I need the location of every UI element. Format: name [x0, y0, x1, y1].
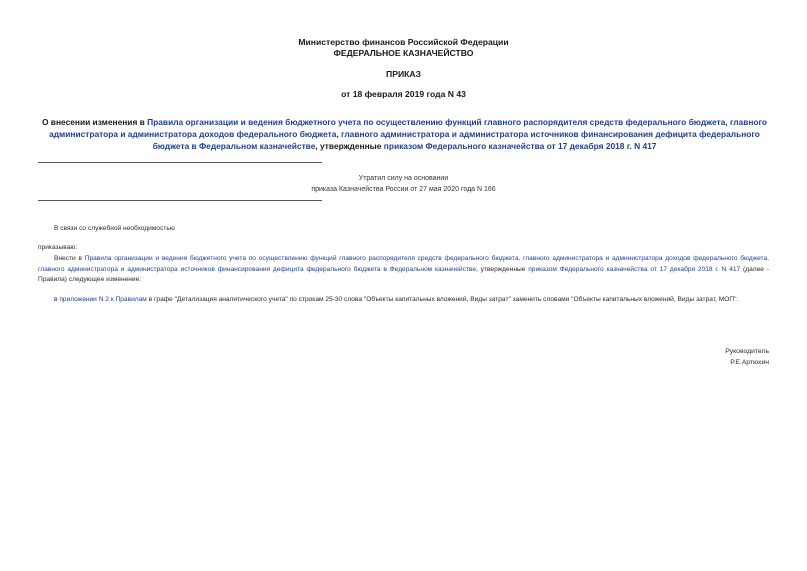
order-word: приказываю: — [38, 244, 78, 251]
status-link[interactable]: приказа Казначейства России от 27 мая 2020 года N 166 — [311, 186, 496, 193]
status-text: Утратил силу на основании — [358, 175, 449, 182]
paragraph-2 — [38, 295, 769, 306]
document-type: ПРИКАЗ — [386, 69, 421, 79]
para1-order-link[interactable]: приказом Федерального казначейства от 17 декабря 2018 г. N 417 — [528, 265, 741, 273]
signature-role: Руководитель — [725, 348, 769, 355]
document-date: от 18 февраля 2019 года N 43 — [341, 89, 466, 99]
title-rules-link[interactable]: Правила организации и ведения бюджетного учета по осуществлению функций главного распорядителя средств федерального бюджета, главного администратора и администратора доходов федерального бюджета, главного администратора и администратора источников финансирования дефицита федерального бюджета в Федеральном казначействе — [49, 117, 768, 151]
ministry-name: Министерство финансов Российской Федерации — [298, 37, 509, 47]
para1-post: (далее - Правила) следующее изменение: — [38, 265, 769, 283]
para1-rules-link[interactable]: Правила организации и ведения бюджетного учета по осуществлению функций главного распорядителя средств федерального бюджета, главного администратора и администратора доходов федерального бюджета, главного администратора и администратора источников финансирования дефицита федерального бюджета в Федеральном казначействе — [38, 255, 769, 273]
divider-top — [38, 162, 322, 163]
para1-pre: Внести в — [54, 255, 85, 262]
signature-name: Р.Е.Артюхин — [730, 359, 769, 366]
document-title — [38, 116, 771, 152]
para2-pre: в — [54, 296, 60, 303]
paragraph-1 — [38, 254, 769, 286]
title-order-link[interactable]: приказом Федерального казначейства от 17 декабря 2018 г. N 417 — [383, 141, 657, 151]
title-prefix: О внесении изменения в — [41, 117, 148, 127]
para2-post: в графе "Детализация аналитического учета" по строкам 25-30 слова "Объекты капитальных вложений, Виды затрат" заменить словами "Объекты капитальных вложений, Виды затрат, МОП". — [146, 296, 739, 303]
divider-bottom — [38, 200, 322, 201]
para1-mid: , утвержденные — [476, 265, 529, 273]
agency-name: ФЕДЕРАЛЬНОЕ КАЗНАЧЕЙСТВО — [333, 48, 474, 58]
intro-text: В связи со служебной необходимостью — [54, 225, 175, 232]
title-suffix: , утвержденные — [315, 141, 384, 151]
para2-appendix-link[interactable]: приложении N 2 к Правилам — [59, 296, 147, 303]
